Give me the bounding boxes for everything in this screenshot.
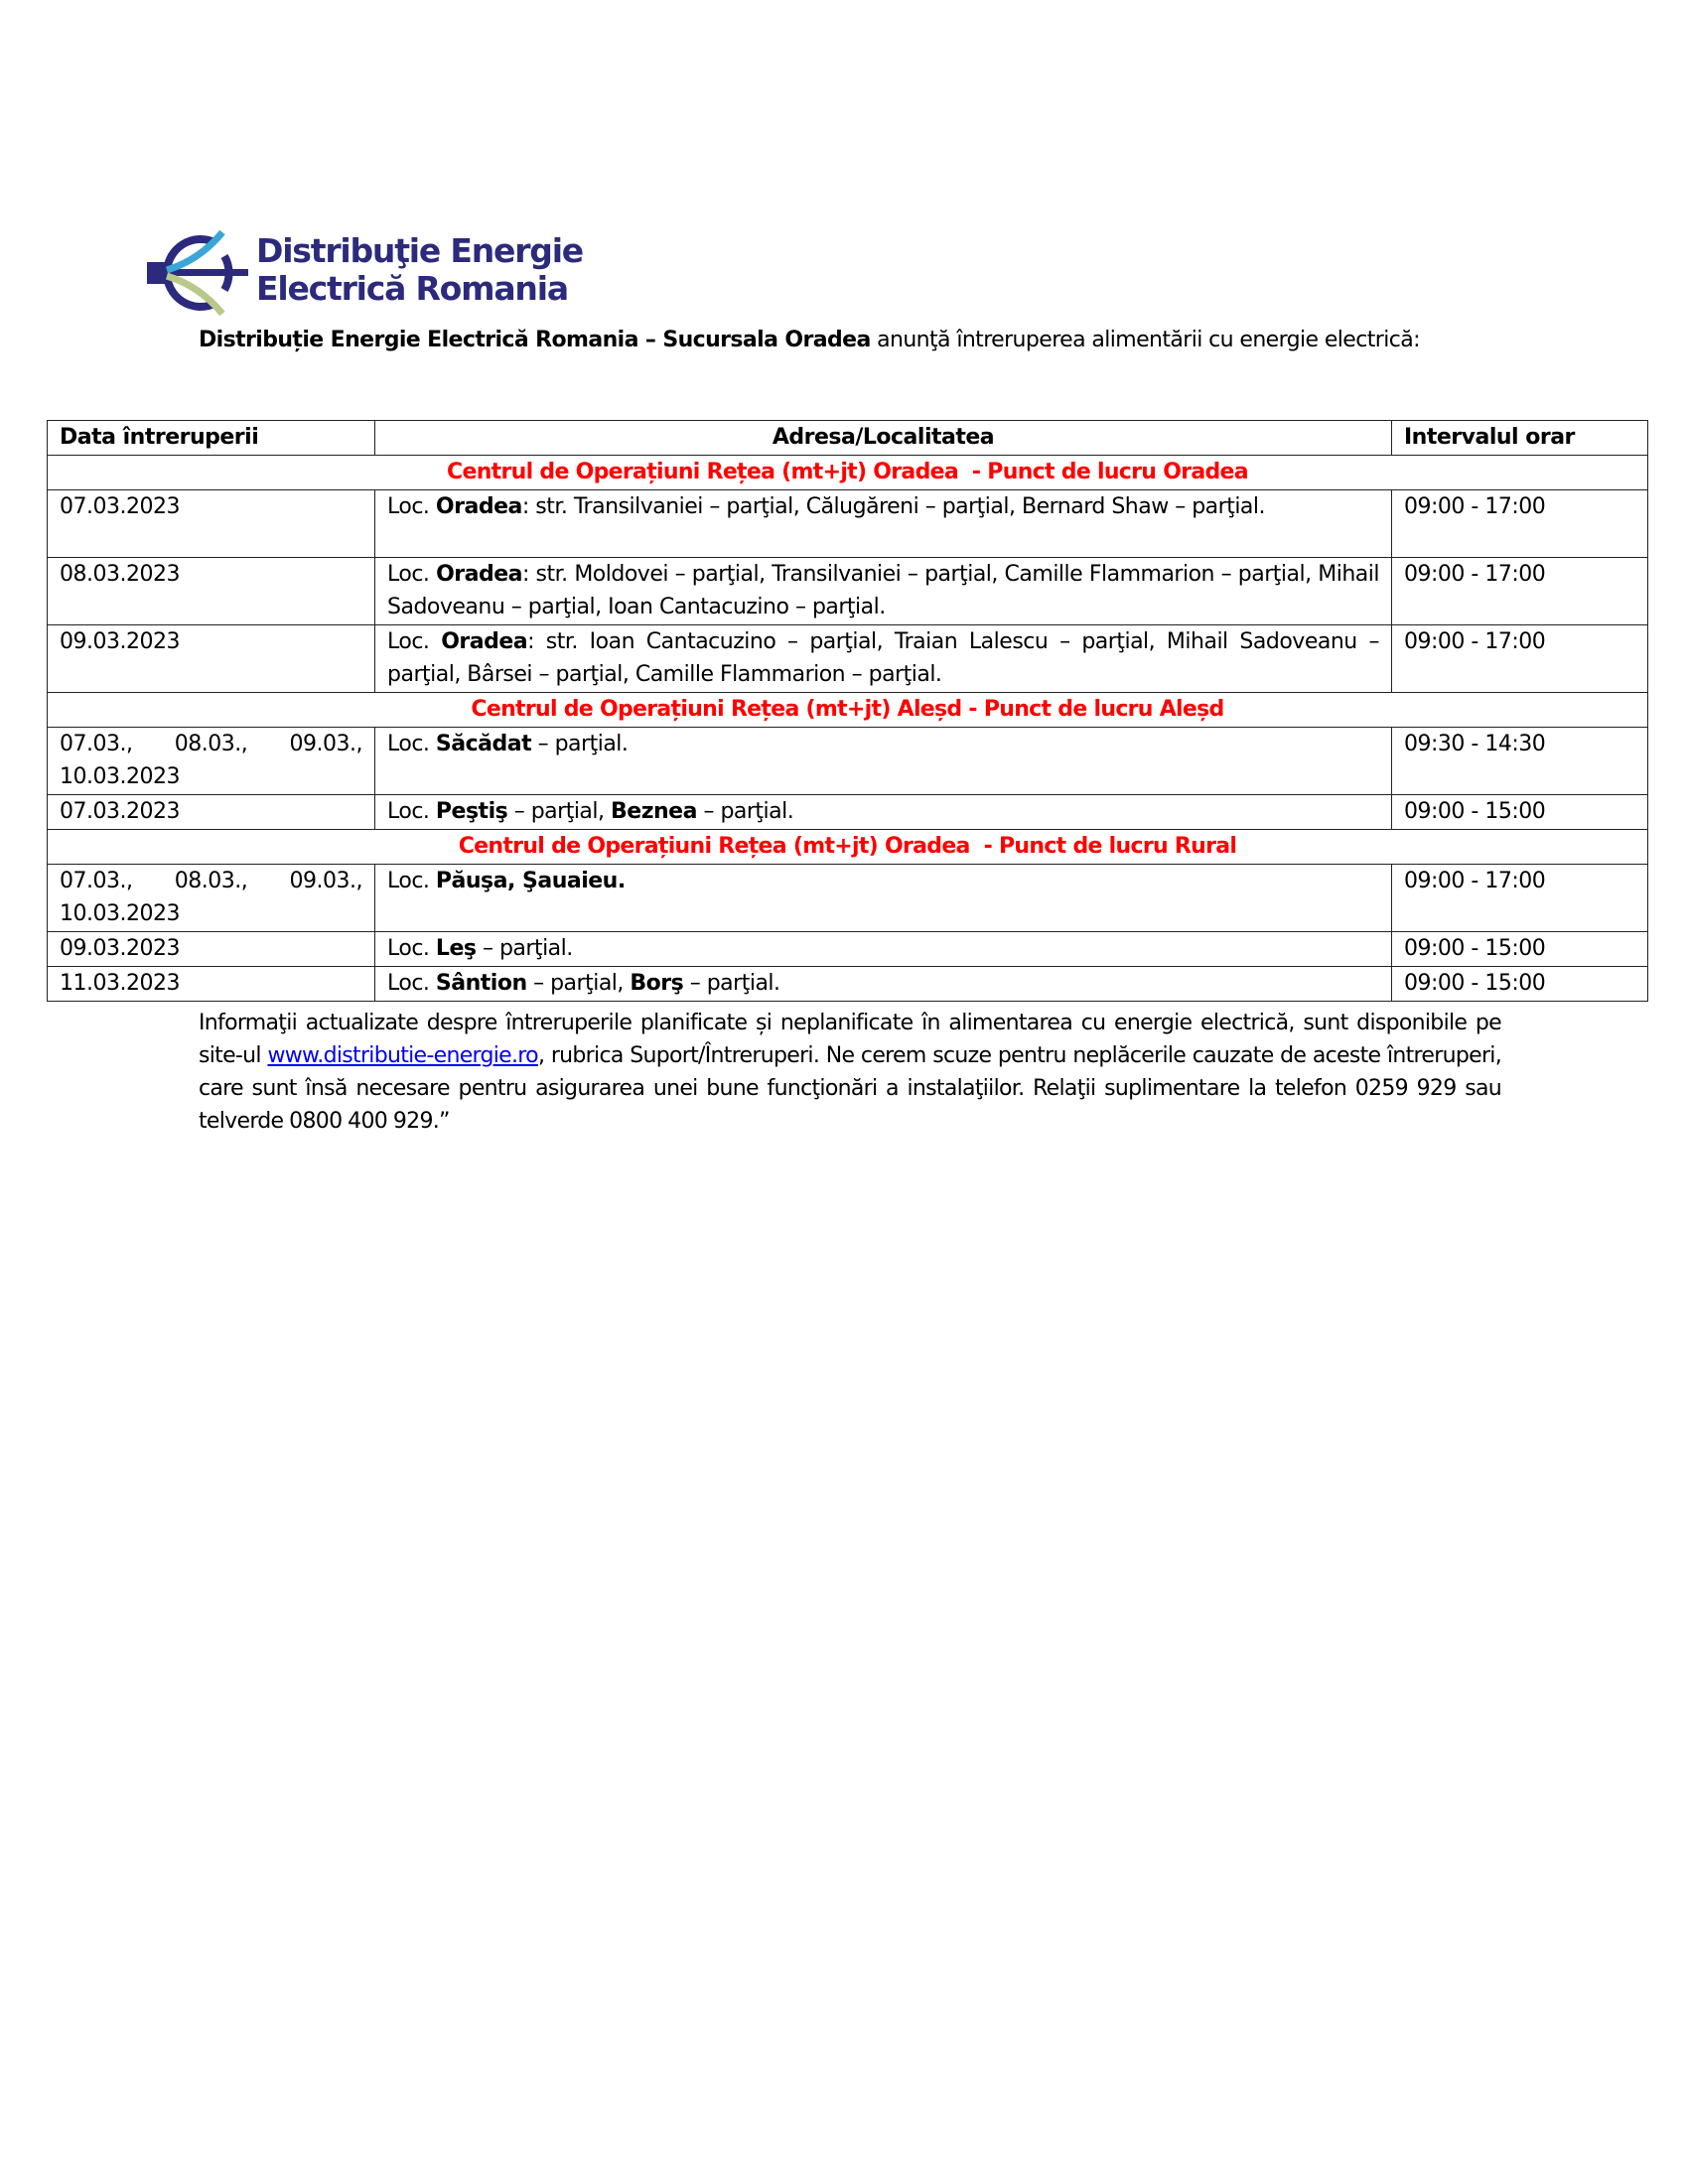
locality-name: Săcădat <box>435 732 532 756</box>
loc-prefix: Loc. <box>387 869 436 893</box>
locality-name-2: Beznea <box>611 799 697 824</box>
row-address <box>375 728 1392 795</box>
row-interval: 09:00 - 15:00 <box>1392 795 1648 830</box>
section-row <box>48 693 1648 728</box>
row-interval: 09:00 - 17:00 <box>1392 558 1648 625</box>
locality-name: Sântion <box>435 971 527 996</box>
row-interval: 09:30 - 14:30 <box>1392 728 1648 795</box>
streets-list: – parţial, <box>526 971 631 996</box>
row-address <box>375 490 1392 558</box>
intro-announcement: anunţă întreruperea alimentării cu energie electrică: <box>870 328 1420 352</box>
footer-paragraph <box>199 1007 1501 1138</box>
footer-text-2: , rubrica Suport/Întreruperi. Ne cerem scuze pentru neplăcerile cauzate de aceste întreruperi, care sunt însă necesare pentru asigurarea unei bune funcţionări a instalaţiilor. Relaţii suplimentare la telefon 0259 929 sau telverde 0800 400 929.” <box>199 1043 1501 1134</box>
loc-prefix: Loc. <box>387 936 436 961</box>
section-title: Centrul de Operațiuni Rețea (mt+jt) Oradea - Punct de lucru Rural <box>48 830 1648 865</box>
table-row <box>48 490 1648 558</box>
intro-paragraph <box>199 325 1450 356</box>
streets-list-2: – parţial. <box>683 971 780 996</box>
section-title: Centrul de Operațiuni Rețea (mt+jt) Oradea - Punct de lucru Oradea <box>48 456 1648 490</box>
logo-emblem-icon <box>145 228 252 316</box>
row-date: 07.03., 08.03., 09.03., 10.03.2023 <box>48 865 375 932</box>
row-interval: 09:00 - 17:00 <box>1392 490 1648 558</box>
table-header-row <box>48 421 1648 456</box>
streets-list: – parţial. <box>531 732 629 756</box>
header-interval: Intervalul orar <box>1392 421 1648 456</box>
row-interval: 09:00 - 15:00 <box>1392 967 1648 1002</box>
table-row <box>48 932 1648 967</box>
row-date: 07.03.2023 <box>48 490 375 558</box>
table-row <box>48 558 1648 625</box>
logo-text <box>256 232 583 308</box>
intro-company-name: Distribuție Energie Electrică Romania – Sucursala Oradea <box>199 328 871 352</box>
locality-name: Peştiş <box>435 799 508 824</box>
table-row <box>48 967 1648 1002</box>
company-logo <box>145 228 583 316</box>
loc-prefix: Loc. <box>387 971 436 996</box>
row-address <box>375 625 1392 693</box>
header-address: Adresa/Localitatea <box>375 421 1392 456</box>
website-link[interactable]: www.distributie-energie.ro <box>267 1043 538 1068</box>
locality-name-2: Borş <box>630 971 684 996</box>
locality-name: Păuşa, Şauaieu. <box>435 869 626 893</box>
row-date: 07.03., 08.03., 09.03., 10.03.2023 <box>48 728 375 795</box>
streets-list: – parţial, <box>507 799 612 824</box>
outages-table <box>47 420 1648 1002</box>
row-address <box>375 932 1392 967</box>
loc-prefix: Loc. <box>387 732 436 756</box>
header-date: Data întreruperii <box>48 421 375 456</box>
section-title: Centrul de Operațiuni Rețea (mt+jt) Aleșd - Punct de lucru Aleșd <box>48 693 1648 728</box>
locality-name: Oradea <box>436 562 522 587</box>
loc-prefix: Loc. <box>387 799 436 824</box>
row-address <box>375 865 1392 932</box>
loc-prefix: Loc. <box>387 562 437 587</box>
loc-prefix: Loc. <box>387 629 442 654</box>
row-address <box>375 967 1392 1002</box>
footer-text-1: Informaţii actualizate despre întreruperile planificate și neplanificate în alimentarea cu energie electrică, sunt disponibile pe site-ul <box>199 1011 1501 1068</box>
table-row <box>48 728 1648 795</box>
locality-name: Oradea <box>435 494 522 519</box>
row-date: 08.03.2023 <box>48 558 375 625</box>
streets-list-2: – parţial. <box>696 799 794 824</box>
logo-line-2: Electrică Romania <box>256 269 568 308</box>
row-date: 09.03.2023 <box>48 625 375 693</box>
logo-line-1: Distribuţie Energie <box>256 231 583 270</box>
streets-list: : str. Transilvaniei – parţial, Călugăreni – parţial, Bernard Shaw – parţial. <box>521 494 1266 519</box>
row-address <box>375 558 1392 625</box>
section-row <box>48 830 1648 865</box>
table-row <box>48 865 1648 932</box>
row-date: 09.03.2023 <box>48 932 375 967</box>
row-date: 07.03.2023 <box>48 795 375 830</box>
row-interval: 09:00 - 17:00 <box>1392 865 1648 932</box>
row-address <box>375 795 1392 830</box>
loc-prefix: Loc. <box>387 494 436 519</box>
row-interval: 09:00 - 15:00 <box>1392 932 1648 967</box>
row-interval: 09:00 - 17:00 <box>1392 625 1648 693</box>
table-row <box>48 625 1648 693</box>
locality-name: Leş <box>435 936 477 961</box>
row-date: 11.03.2023 <box>48 967 375 1002</box>
streets-list: : str. Ioan Cantacuzino – parţial, Traian Lalescu – parţial, Mihail Sadoveanu – parţial, Bârsei – parţial, Camille Flammarion – parţial. <box>387 629 1379 687</box>
streets-list: – parţial. <box>476 936 573 961</box>
streets-list: : str. Moldovei – parţial, Transilvaniei – parţial, Camille Flammarion – parţial, Mihail Sadoveanu – parţial, Ioan Cantacuzino – parţial. <box>387 562 1379 619</box>
table-row <box>48 795 1648 830</box>
section-row <box>48 456 1648 490</box>
locality-name: Oradea <box>441 629 528 654</box>
